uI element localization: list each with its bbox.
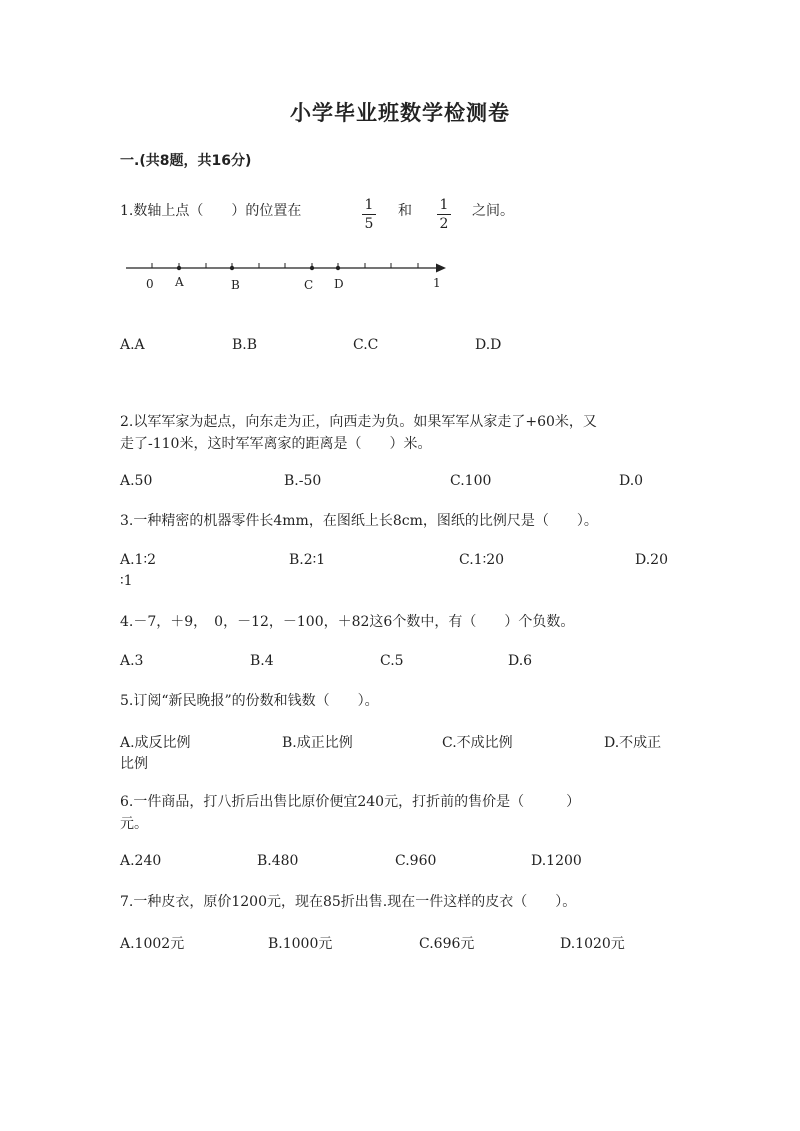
question-4-option-a[interactable]: A.3 <box>120 653 144 669</box>
question-1-text: 1.数轴上点（ ）的位置在 <box>120 203 302 219</box>
question-4-text: 4.－7，＋9， 0，－12，－100，＋82这6个数中，有（ ）个负数。 <box>120 614 575 630</box>
question-1-option-a[interactable]: A.A <box>120 337 145 353</box>
question-6-option-a[interactable]: A.240 <box>120 853 162 869</box>
question-4-option-b[interactable]: B.4 <box>250 653 274 669</box>
label-point-c: C <box>304 278 314 292</box>
question-3-option-c[interactable]: C.1∶20 <box>459 552 505 568</box>
fraction-bar <box>362 214 376 215</box>
question-3-option-a[interactable]: A.1∶2 <box>120 552 157 568</box>
question-7-option-d[interactable]: D.1020元 <box>560 936 625 952</box>
label-point-d: D <box>334 277 344 291</box>
number-line-ticks <box>152 263 418 268</box>
question-7-option-a[interactable]: A.1002元 <box>120 936 185 952</box>
fraction-denominator: 5 <box>364 216 374 232</box>
question-1-option-b[interactable]: B.B <box>232 337 258 353</box>
question-5-option-c[interactable]: C.不成比例 <box>442 735 513 751</box>
question-6-option-b[interactable]: B.480 <box>257 853 299 869</box>
fraction-numerator: 1 <box>364 197 374 213</box>
question-5-option-b[interactable]: B.成正比例 <box>282 735 353 751</box>
question-6-option-c[interactable]: C.960 <box>395 853 437 869</box>
fraction-one-fifth <box>362 197 376 232</box>
question-3-text: 3.一种精密的机器零件长4mm，在图纸上长8cm，图纸的比例尺是（ ）。 <box>120 513 598 529</box>
section-heading: 一.(共8题，共16分) <box>120 153 252 169</box>
fraction-bar <box>437 214 451 215</box>
point-d-dot <box>336 266 340 270</box>
question-6-text-line-2: 元。 <box>120 816 148 832</box>
question-3-option-d-wrap: ∶1 <box>120 573 133 589</box>
page-title: 小学毕业班数学检测卷 <box>290 100 510 125</box>
point-c-dot <box>310 266 314 270</box>
question-1-option-d[interactable]: D.D <box>475 337 502 353</box>
question-4-option-c[interactable]: C.5 <box>380 653 404 669</box>
question-2-option-b[interactable]: B.-50 <box>284 473 322 489</box>
question-2-text-line-2: 走了-110米，这时军军离家的距离是（ ）米。 <box>120 436 432 452</box>
question-7-text: 7.一种皮衣，原价1200元，现在85折出售.现在一件这样的皮衣（ ）。 <box>120 894 577 910</box>
question-1-option-c[interactable]: C.C <box>353 337 379 353</box>
label-zero: 0 <box>146 277 154 291</box>
fraction-one-half <box>437 197 451 232</box>
question-2-option-d[interactable]: D.0 <box>619 473 644 489</box>
question-3-option-b[interactable]: B.2∶1 <box>289 552 326 568</box>
question-7-option-b[interactable]: B.1000元 <box>268 936 333 952</box>
label-point-b: B <box>231 278 240 292</box>
point-b-dot <box>230 266 234 270</box>
label-point-a: A <box>175 275 184 289</box>
fraction-denominator: 2 <box>439 216 449 232</box>
question-6-option-d[interactable]: D.1200 <box>531 853 582 869</box>
question-3-option-d[interactable]: D.20 <box>635 552 668 568</box>
question-2-text-line-1: 2.以军军家为起点，向东走为正，向西走为负。如果军军从家走了+60米，又 <box>120 414 597 430</box>
question-5-option-d-wrap: 比例 <box>120 756 148 772</box>
fraction-numerator: 1 <box>439 197 449 213</box>
question-2-option-a[interactable]: A.50 <box>120 473 153 489</box>
question-5-option-d[interactable]: D.不成正 <box>604 735 662 751</box>
point-a-dot <box>177 266 181 270</box>
question-2-option-c[interactable]: C.100 <box>450 473 492 489</box>
question-1-and: 和 <box>398 203 412 219</box>
number-line-arrow <box>436 264 446 273</box>
question-5-text: 5.订阅“新民晚报”的份数和钱数（ ）。 <box>120 693 379 709</box>
number-line <box>120 255 460 300</box>
question-1-text-end: 之间。 <box>472 203 514 219</box>
question-6-text-line-1: 6.一件商品，打八折后出售比原价便宜240元，打折前的售价是（ ） <box>120 794 581 810</box>
label-one: 1 <box>433 276 441 290</box>
question-4-option-d[interactable]: D.6 <box>508 653 533 669</box>
question-5-option-a[interactable]: A.成反比例 <box>120 735 191 751</box>
question-7-option-c[interactable]: C.696元 <box>419 936 475 952</box>
